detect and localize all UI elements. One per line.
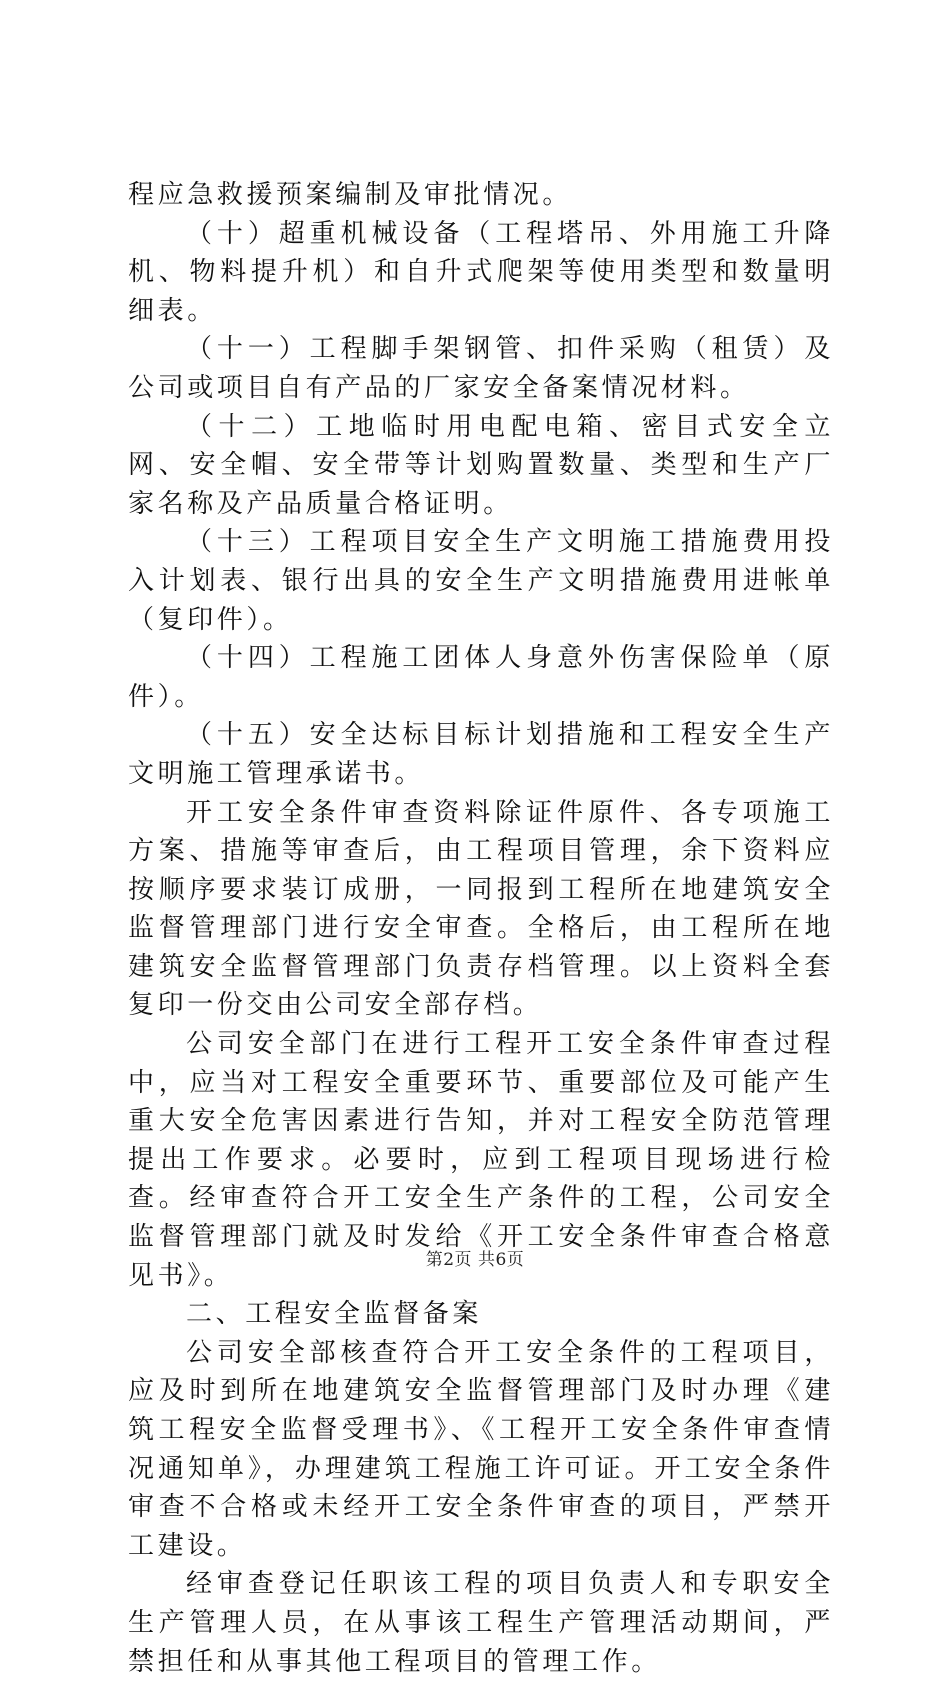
paragraph: 公司安全部门在进行工程开工安全条件审查过程中，应当对工程安全重要环节、重要部位及可能产生重大安全危害因素进行告知，并对工程安全防范管理提出工作要求。必要时，应到工程项目现场进行检查。经审查符合开工安全生产条件的工程，公司安全监督管理部门就及时发给《开工安全条件审查合格意见书》。	[128, 1029, 834, 1291]
paragraph: （十五）安全达标目标计划措施和工程安全生产文明施工管理承诺书。	[128, 720, 834, 789]
document-body	[128, 176, 834, 1681]
paragraph: （十一）工程脚手架钢管、扣件采购（租赁）及公司或项目自有产品的厂家安全备案情况材料。	[128, 334, 834, 403]
paragraph: （十二）工地临时用电配电箱、密目式安全立网、安全帽、安全带等计划购置数量、类型和生产厂家名称及产品质量合格证明。	[128, 411, 834, 519]
paragraph: （十四）工程施工团体人身意外伤害保险单（原件）。	[128, 643, 834, 712]
paragraph: （十）超重机械设备（工程塔吊、外用施工升降机、物料提升机）和自升式爬架等使用类型和数量明细表。	[128, 218, 834, 326]
page-number-footer: 第2页 共6页	[425, 1250, 525, 1270]
paragraph: 经审查登记任职该工程的项目负责人和专职安全生产管理人员，在从事该工程生产管理活动期间，严禁担任和从事其他工程项目的管理工作。	[128, 1569, 834, 1677]
paragraph: 公司安全部核查符合开工安全条件的工程项目，应及时到所在地建筑安全监督管理部门及时办理《建筑工程安全监督受理书》、《工程开工安全条件审查情况通知单》，办理建筑工程施工许可证。开工安全条件审查不合格或未经开工安全条件审查的项目，严禁开工建设。	[128, 1337, 834, 1561]
section-heading: 二、工程安全监督备案	[186, 1299, 483, 1330]
paragraph: 程应急救援预案编制及审批情况。	[128, 180, 573, 210]
paragraph: 开工安全条件审查资料除证件原件、各专项施工方案、措施等审查后，由工程项目管理，余下资料应按顺序要求装订成册，一同报到工程所在地建筑安全监督管理部门进行安全审查。全格后，由工程所在地建筑安全监督管理部门负责存档管理。以上资料全套复印一份交由公司安全部存档。	[128, 797, 834, 1021]
paragraph: （十三）工程项目安全生产文明施工措施费用投入计划表、银行出具的安全生产文明措施费用进帐单（复印件）。	[128, 527, 834, 635]
